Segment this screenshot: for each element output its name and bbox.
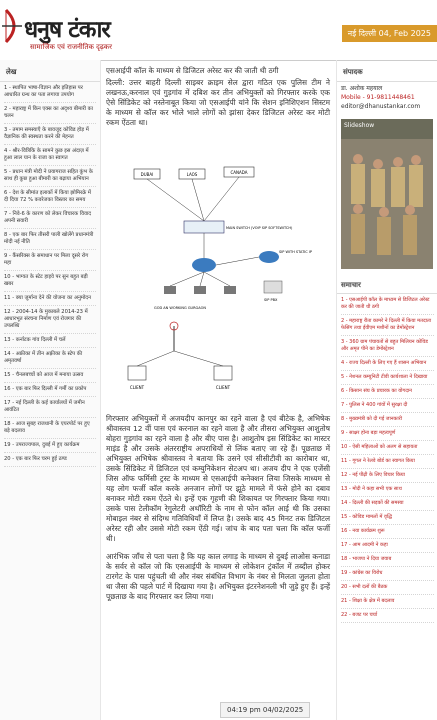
news-list-item[interactable]: 7 - पुलिस ने 400 गांवों में सुरक्षा दी [341,399,434,413]
news-list-item[interactable]: 16 - नया कार्यक्रम शुरू [341,525,434,539]
article-list-item[interactable]: 20 - एक बार फिर चरम हुई ठण्ड [4,453,96,467]
news-list-item[interactable]: 8 - मुख्यमंत्री को दी गई जानकारी [341,413,434,427]
sponsor-info [337,82,437,113]
news-list-item[interactable]: 9 - साक्षर होना बड़ा महत्वपूर्ण [341,427,434,441]
news-list-item[interactable]: 22 - बजट पर चर्चा [341,609,434,623]
label-switch: MAIN SWITCH (VOIP SIP SOFTSWITCH) [226,226,293,230]
label-client-1: CLIENT [129,385,145,390]
article-paragraph-2: गिरफ्तार अभियुक्तों में अजयदीप कानपुर का रहने वाला है एवं बीटेक है, अभिषेक श्रीवास्तव 12 वीं पास एवं करनाल का रहने वाला है और तीसरा अभियुक्त आशुतोष बोहरा गुड़गांव का रहने वाला है और बीए पास है। आशुतोष इस सिंडिकेट का मास्टर माइंड है और उसके अंतरराष्ट्रीय अपराधियों से लिंक बताए जा रहे हैं। पूछताछ में अभियुक्त अभिषेक श्रीवास्तव ने बताया कि उसने एवं सीसीटीवी का कारोबार था, उसके सिंडिकेट में डिजिटल एवं कम्युनिकेशन सेटअप था। अजय दीप ने एक एजेंसी जिस ऑफ फर्मिसी ट्रस्ट के माध्यम से एसआईपी कनेक्शन लिया जिसके माध्यम से यह लोग फर्जी कॉल करके अनजान लोगों पर झूठे मामले में फंसे होने का दबाव बनाकर मोटी रकम ऐंठते थे। इन्हें एक गृहणी की शिकायत पर गिरफ्तार किया गया। उसके पास टेलीकॉम रेगुलेटरी अथॉरिटी के नाम से फोन कॉल आई थी कि उसका मोबाइल नंबर से संदिग्ध गतिविधियाँ में लिप्त है। उसके बाद 45 मिनट तक डिजिटल अरेस्ट रही और उससे मोटी रकम ऐंठी गई। जांच के बाद पता चला कि कॉल फर्जी थी। [106,414,330,543]
article-list-item[interactable]: 9 - कैंसरिक्स के समाधान पर मिला दूसरे रोग महा [4,250,96,271]
article-list-item[interactable]: 19 - उपराज्यपाल, दुबई में हुए कार्यक्रम [4,439,96,453]
article-list-item[interactable]: 2 - महाराष्ट्र में किन एक्स का अदृश्य बीमारी का चलन [4,103,96,124]
article-list-item[interactable]: 6 - देश के सीमांत इलाकों में किया झोमिरक्रे में दी दिया 72 % कवरेजका विस्तार का समय [4,187,96,208]
article-list-item[interactable]: 17 - नई दिल्ली के कई कार्यालयों में जमीन आवंटित [4,397,96,418]
sponsor-mobile: Mobile - 91-9811448461 [341,94,415,101]
slideshow[interactable] [341,119,433,269]
article-list-item[interactable]: 11 - क्या जुर्माना देने की योजना का अनुमोदन [4,292,96,306]
article-list-item[interactable]: 12 - 2004-14 के मुकाबले 2014-23 में आधारभूत संरचना निर्माण एवं रोजगार की उपलब्धि [4,306,96,334]
news-list-item[interactable]: 10 - ऐसी महिलाओं को अलग से सहायता [341,441,434,455]
site-header [0,0,437,61]
article-list-item[interactable]: 10 - भाग्यत के स्टेट हाइवे पर सुन बहुत बड़ी खबर [4,271,96,292]
news-list-item[interactable]: 2 - महाराष्ट्र रीता कामरे ने दिल्ली में किया मतदाता फेसिंग तथा ईवीएम मशीनों का डेमोंस्ट्रेशन [341,315,434,336]
sponsor-title: संपादक [337,60,437,82]
label-isp: SIP PBX [264,298,278,302]
slideshow-label: Slideshow [344,122,375,129]
news-list-item[interactable]: 3 - 360 ग्राम पंचायतों से बहुत मिलियन कोविड और अमृत पीने का डेमोंस्ट्रेशन [341,336,434,357]
article-list-item[interactable]: 5 - प्रधान मंत्री मोदी ने प्रयागराज सहित कुंभ के साथ ही कुछ हुआ बीमारी का बढ़ाया अभियान [4,166,96,187]
right-sidebar [336,60,437,720]
article-list-item[interactable]: 8 - एक बार फिर तीसरी पाली खोलेंगे प्रधानमंत्री मोदी नई नीति [4,229,96,250]
news-list-item[interactable]: 14 - दिल्ली की सड़कों की समस्या [341,497,434,511]
news-list-item[interactable]: 13 - मोदी ने कहा सभी एक साथ [341,483,434,497]
sponsor-email[interactable]: editor@dhanustankar.com [341,103,421,110]
article-timestamp: 04:19 pm 04/02/2025 [220,702,310,718]
network-diagram-svg [114,161,328,406]
label-laos: LAOS [186,172,198,177]
article-list-item[interactable]: 16 - एक बार फिर दिल्ली में गर्मी का प्रकोप [4,383,96,397]
article-list-item[interactable]: 13 - कर्नाटक गांव दिल्ली में चलें [4,334,96,348]
news-title: समाचार [337,275,437,294]
label-server: GOD AN WORKING GURGAON [154,306,206,310]
bow-icon [2,6,24,46]
news-list [337,294,437,623]
network-diagram [114,161,328,406]
date-badge: नई दिल्ली 04, Feb 2025 [342,25,437,42]
article-list-item[interactable]: 14 - अफ्रीका में तीन अफ़्रीका के स्टेप की अमृतवर्षा [4,348,96,369]
news-list-item[interactable]: 17 - आम आदमी ने कहा [341,539,434,553]
news-list-item[interactable]: 6 - किसान संघ के प्रचारक का योगदान [341,385,434,399]
article-paragraph-1: दिल्ली: उत्तर बाहरी दिल्ली साइबर क्राइम सेल द्वारा गठित एक पुलिस टीम ने लखनऊ,करनाल एवं गुड़गांव में दबिश कर तीन अभियुक्तों को गिरफ्तार करके एक ऐसे सिंडिकेट को नस्तेनाबूत किया जो एसआईपी यांने कि सेशन इनिशिएशन सिस्टम के माध्यम से कॉल कर भोले भाले लोगों को झांसा देकर डिजिटल अरेस्ट कर मोटी रकम ऐंठता था। [106,78,330,127]
label-dubai: DUBAI [140,172,154,177]
article-paragraph-3: आरंभिक जाँच से पता चला है कि यह काल लगाड़ के माध्यम से दुबई लाओस कनाडा के सर्वर से कॉल जो कि एसआईपी के माध्यम से लोकेशन ट्रंकॉल में तब्दील होकर टारगेट के पास पहुंचती थी और नंबर संबंधित विभाग के नंबर से मिलता जुलता होता था जैसा की पहले पार्ट में दिखाया गया है। अभियुक्त इंटरनेशनली भी जुड़े हुए हैं। इन्हें पूछताछ के बाद गिरफ्तार कर लिया गया। [106,552,330,601]
article-list-item[interactable]: 7 - निवे-6 के कारण को लेकर विचारक विवाद अपनी सवारी [4,208,96,229]
news-list-item[interactable]: 20 - सभी दलों की बैठक [341,581,434,595]
site-logo[interactable] [2,6,162,50]
label-canada: CANADA [230,170,248,175]
news-list-item[interactable]: 21 - शिक्षा के क्षेत्र में बदलाव [341,595,434,609]
news-list-item[interactable]: 15 - कोविड मामलों में वृद्धि [341,511,434,525]
news-list-item[interactable]: 5 - नेशनल कम्युनिटी टीवी कार्यशाला ने दिखाया [341,371,434,385]
main-content [102,60,334,720]
news-list-item[interactable]: 11 - गूगल ने रेलवे बोर्ड का स्वागत किया [341,455,434,469]
article-list-item[interactable]: 15 - चैनलबच्चों को आज में मनाया उत्सव [4,369,96,383]
logo-title: धनुष टंकार [24,16,110,43]
left-sidebar [0,60,101,720]
article-title: एसआईपी कॉल के माध्यम से डिजिटल अरेस्ट कर की जाती थी ठगी [106,66,279,75]
article-list-item[interactable]: 3 - तमाम समस्याएँ के बावजूद कोविड होड़ में वैज्ञानिक की स्वस्थता करने की मेहनत [4,124,96,145]
logo-tagline: सामाजिक एवं राजनीतिक दृढ़कर [30,43,113,51]
label-sip-static: SIP WITH STATIC IP [279,250,312,254]
left-section-title: लेख [0,60,100,82]
article-list [0,82,100,467]
news-list-item[interactable]: 19 - कांग्रेस का विरोध [341,567,434,581]
article-list-item[interactable]: 1 - स्थापित भाषा-विज्ञान और इतिहास पर आधारित ग्रन्थ का पता लगाया उपयोग [4,82,96,103]
article-list-item[interactable]: 4 - श्रीर-वित्रिकि के सामने कुछ इस अंदाज़ में हुआ लाल यान के राजा का स्वागत [4,145,96,166]
sponsor-name: डा. अशोक महयाल [341,85,383,92]
news-list-item[interactable]: 1 - एसआईपी कॉल के माध्यम से डिजिटल अरेस्ट कर की जाती थी ठगी [341,294,434,315]
article-list-item[interactable]: 18 - आज सुबह राजधानी के एयरपोर्ट पर हुए बड़े बदलाव [4,418,96,439]
news-list-item[interactable]: 4 - राज्य दिल्ली के लिए गए हैं शासन अभियान [341,357,434,371]
news-list-item[interactable]: 18 - भाजपा ने दिया जवाब [341,553,434,567]
label-client-2: CLIENT [215,385,231,390]
slideshow-image [341,119,433,269]
news-list-item[interactable]: 12 - नई पीढ़ी के लिए विचार किया [341,469,434,483]
